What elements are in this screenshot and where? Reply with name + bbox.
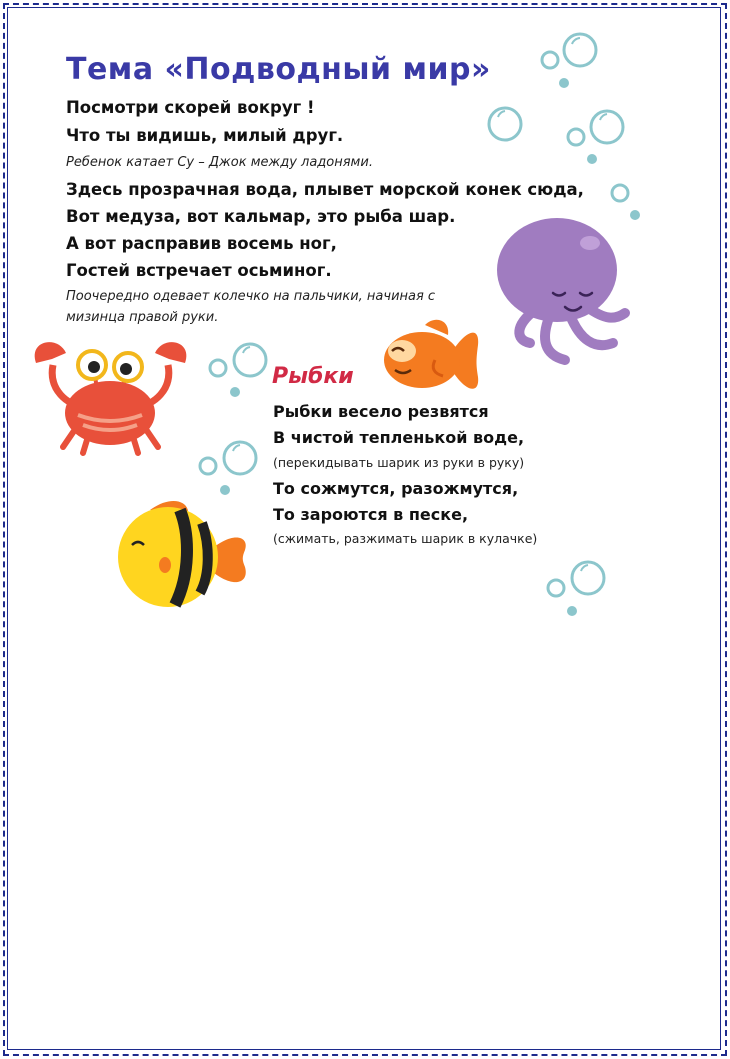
verse1-note1: Ребенок катает Су – Джок между ладонями.: [66, 155, 373, 170]
verse2-line2: В чистой тепленькой воде,: [273, 428, 525, 447]
verse1-line1: Посмотри скорей вокруг !: [66, 98, 315, 117]
verse1-line2: Что ты видишь, милый друг.: [66, 126, 344, 145]
verse1-note2b: мизинца правой руки.: [66, 310, 219, 325]
verse1-line6: Гостей встречает осьминог.: [66, 261, 332, 280]
octopus-icon: [495, 215, 630, 375]
page-title: Тема «Подводный мир»: [66, 52, 491, 87]
bubbles-icon: [530, 30, 630, 100]
yellow-fish-icon: [110, 495, 250, 615]
bubbles-icon: [195, 436, 265, 496]
verse2-line4: То зароются в песке,: [273, 505, 469, 524]
crab-icon: [28, 335, 193, 455]
verse1-line3: Здесь прозрачная вода, плывет морской конек сюда,: [66, 180, 584, 199]
verse1-line5: А вот расправив восемь ног,: [66, 234, 337, 253]
bubbles-icon: [485, 100, 635, 230]
bubbles-icon: [540, 556, 610, 621]
goldfish-icon: [380, 315, 485, 400]
verse2-note1: (перекидывать шарик из руки в руку): [273, 455, 525, 470]
verse2-line1: Рыбки весело резвятся: [273, 402, 489, 421]
verse1-line4: Вот медуза, вот кальмар, это рыба шар.: [66, 207, 456, 226]
verse2-line3: То сожмутся, разожмутся,: [273, 479, 519, 498]
verse1-note2a: Поочередно одевает колечко на пальчики, начиная с: [66, 289, 436, 304]
verse2-note2: (сжимать, разжимать шарик в кулачке): [273, 531, 538, 546]
verse2-title: Рыбки: [272, 364, 354, 389]
bubbles-icon: [205, 340, 275, 400]
